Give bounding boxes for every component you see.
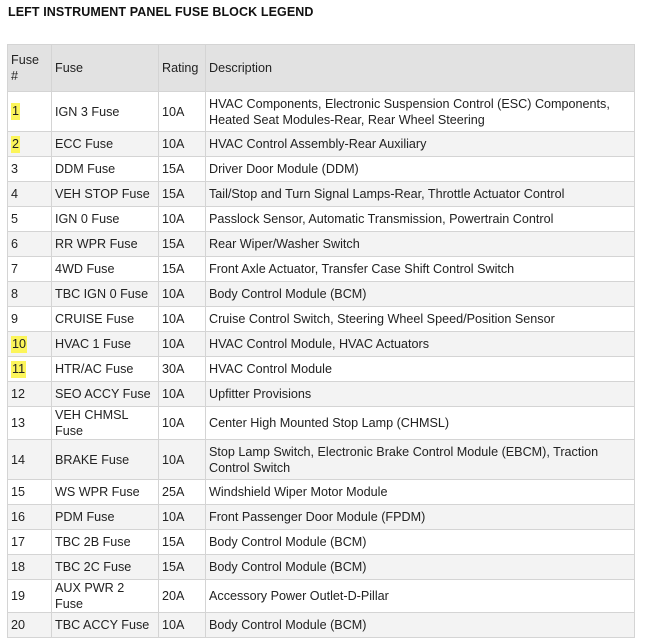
fuse-description-cell: Accessory Power Outlet-D-Pillar (206, 580, 635, 613)
fuse-rating-cell: 20A (159, 580, 206, 613)
fuse-rating-cell: 15A (159, 182, 206, 207)
table-row (8, 257, 635, 282)
fuse-rating-cell: 10A (159, 282, 206, 307)
fuse-name-cell: CRUISE Fuse (52, 307, 159, 332)
fuse-name-cell: PDM Fuse (52, 505, 159, 530)
fuse-rating-cell: 15A (159, 157, 206, 182)
fuse-number-cell (8, 182, 52, 207)
table-row (8, 382, 635, 407)
table-row (8, 232, 635, 257)
fuse-description-cell: Body Control Module (BCM) (206, 530, 635, 555)
fuse-name-cell: WS WPR Fuse (52, 480, 159, 505)
fuse-rating-cell: 10A (159, 92, 206, 132)
fuse-name-cell: ECC Fuse (52, 132, 159, 157)
fuse-number-cell (8, 530, 52, 555)
table-row (8, 207, 635, 232)
fuse-description-cell: Passlock Sensor, Automatic Transmission, Powertrain Control (206, 207, 635, 232)
fuse-number-cell (8, 157, 52, 182)
table-row (8, 132, 635, 157)
fuse-description-cell: Center High Mounted Stop Lamp (CHMSL) (206, 407, 635, 440)
table-row (8, 282, 635, 307)
fuse-description-cell: HVAC Components, Electronic Suspension Control (ESC) Components, Heated Seat Modules-Rear, Rear Wheel Steering (206, 92, 635, 132)
header-fuse-number: Fuse # (8, 45, 52, 92)
table-row (8, 92, 635, 132)
fuse-number: 8 (11, 287, 19, 301)
table-row (8, 332, 635, 357)
table-row (8, 613, 635, 638)
fuse-number-cell (8, 580, 52, 613)
table-row (8, 530, 635, 555)
fuse-description-cell: Tail/Stop and Turn Signal Lamps-Rear, Throttle Actuator Control (206, 182, 635, 207)
fuse-description-cell: Driver Door Module (DDM) (206, 157, 635, 182)
fuse-description-cell: Upfitter Provisions (206, 382, 635, 407)
fuse-number-cell (8, 332, 52, 357)
fuse-description-cell: Stop Lamp Switch, Electronic Brake Control Module (EBCM), Traction Control Switch (206, 440, 635, 480)
table-row (8, 440, 635, 480)
fuse-name-cell: 4WD Fuse (52, 257, 159, 282)
fuse-rating-cell: 10A (159, 332, 206, 357)
fuse-description-cell: Body Control Module (BCM) (206, 613, 635, 638)
fuse-name-cell: RR WPR Fuse (52, 232, 159, 257)
fuse-rating-cell: 10A (159, 505, 206, 530)
fuse-name-cell: BRAKE Fuse (52, 440, 159, 480)
highlighted-fuse-number: 1 (12, 104, 20, 118)
fuse-number-cell (8, 307, 52, 332)
fuse-number-cell (8, 257, 52, 282)
fuse-rating-cell: 10A (159, 440, 206, 480)
fuse-number: 12 (11, 387, 26, 401)
fuse-rating-cell: 25A (159, 480, 206, 505)
fuse-number-cell (8, 480, 52, 505)
header-description: Description (206, 45, 635, 92)
fuse-number: 3 (11, 162, 19, 176)
fuse-description-cell: HVAC Control Module (206, 357, 635, 382)
fuse-name-cell: VEH STOP Fuse (52, 182, 159, 207)
fuse-rating-cell: 15A (159, 530, 206, 555)
fuse-rating-cell: 15A (159, 257, 206, 282)
fuse-description-cell: Front Axle Actuator, Transfer Case Shift Control Switch (206, 257, 635, 282)
header-rating: Rating (159, 45, 206, 92)
fuse-rating-cell: 15A (159, 555, 206, 580)
fuse-rating-cell: 10A (159, 382, 206, 407)
fuse-description-cell: Front Passenger Door Module (FPDM) (206, 505, 635, 530)
fuse-number-cell (8, 440, 52, 480)
fuse-number: 4 (11, 187, 19, 201)
fuse-description-cell: Windshield Wiper Motor Module (206, 480, 635, 505)
fuse-name-cell: SEO ACCY Fuse (52, 382, 159, 407)
fuse-number: 7 (11, 262, 19, 276)
fuse-number-cell (8, 357, 52, 382)
fuse-number: 16 (11, 510, 26, 524)
fuse-rating-cell: 10A (159, 613, 206, 638)
fuse-number: 20 (11, 618, 26, 632)
fuse-number: 19 (11, 589, 26, 603)
fuse-name-cell: HTR/AC Fuse (52, 357, 159, 382)
fuse-rating-cell: 15A (159, 232, 206, 257)
fuse-rating-cell: 10A (159, 207, 206, 232)
page-title: LEFT INSTRUMENT PANEL FUSE BLOCK LEGEND (8, 5, 314, 19)
fuse-name-cell: HVAC 1 Fuse (52, 332, 159, 357)
table-body (8, 92, 635, 638)
fuse-number: 9 (11, 312, 19, 326)
fuse-number: 15 (11, 485, 26, 499)
fuse-name-cell: TBC 2C Fuse (52, 555, 159, 580)
header-fuse: Fuse (52, 45, 159, 92)
fuse-name-cell: TBC ACCY Fuse (52, 613, 159, 638)
fuse-number-cell (8, 555, 52, 580)
fuse-number-cell (8, 232, 52, 257)
fuse-description-cell: Cruise Control Switch, Steering Wheel Speed/Position Sensor (206, 307, 635, 332)
fuse-number-cell (8, 505, 52, 530)
fuse-name-cell: VEH CHMSL Fuse (52, 407, 159, 440)
fuse-rating-cell: 10A (159, 307, 206, 332)
fuse-number-cell (8, 132, 52, 157)
fuse-number: 17 (11, 535, 26, 549)
highlighted-fuse-number: 11 (12, 361, 26, 376)
table-row (8, 480, 635, 505)
fuse-description-cell: HVAC Control Assembly-Rear Auxiliary (206, 132, 635, 157)
fuse-number-cell (8, 382, 52, 407)
fuse-number-cell (8, 613, 52, 638)
fuse-rating-cell: 30A (159, 357, 206, 382)
fuse-name-cell: AUX PWR 2 Fuse (52, 580, 159, 613)
table-row (8, 407, 635, 440)
fuse-description-cell: HVAC Control Module, HVAC Actuators (206, 332, 635, 357)
table-row (8, 182, 635, 207)
fuse-name-cell: IGN 3 Fuse (52, 92, 159, 132)
highlighted-fuse-number: 2 (12, 136, 20, 151)
fuse-rating-cell: 10A (159, 407, 206, 440)
fuse-description-cell: Body Control Module (BCM) (206, 282, 635, 307)
table-row (8, 357, 635, 382)
fuse-description-cell: Body Control Module (BCM) (206, 555, 635, 580)
table-row (8, 580, 635, 613)
fuse-rating-cell: 10A (159, 132, 206, 157)
table-row (8, 505, 635, 530)
fuse-description-cell: Rear Wiper/Washer Switch (206, 232, 635, 257)
fuse-number-cell (8, 407, 52, 440)
fuse-number-cell (8, 207, 52, 232)
fuse-number: 5 (11, 212, 19, 226)
fuse-number: 14 (11, 452, 26, 467)
fuse-legend-table (7, 44, 635, 638)
fuse-number-cell (8, 282, 52, 307)
table-row (8, 307, 635, 332)
fuse-name-cell: IGN 0 Fuse (52, 207, 159, 232)
fuse-number: 6 (11, 237, 19, 251)
fuse-name-cell: DDM Fuse (52, 157, 159, 182)
fuse-name-cell: TBC IGN 0 Fuse (52, 282, 159, 307)
highlighted-fuse-number: 10 (12, 336, 27, 351)
fuse-number-cell (8, 92, 52, 132)
table-row (8, 555, 635, 580)
fuse-number: 13 (11, 416, 26, 430)
fuse-number: 18 (11, 560, 26, 574)
table-row (8, 157, 635, 182)
table-header-row (8, 45, 635, 92)
fuse-name-cell: TBC 2B Fuse (52, 530, 159, 555)
